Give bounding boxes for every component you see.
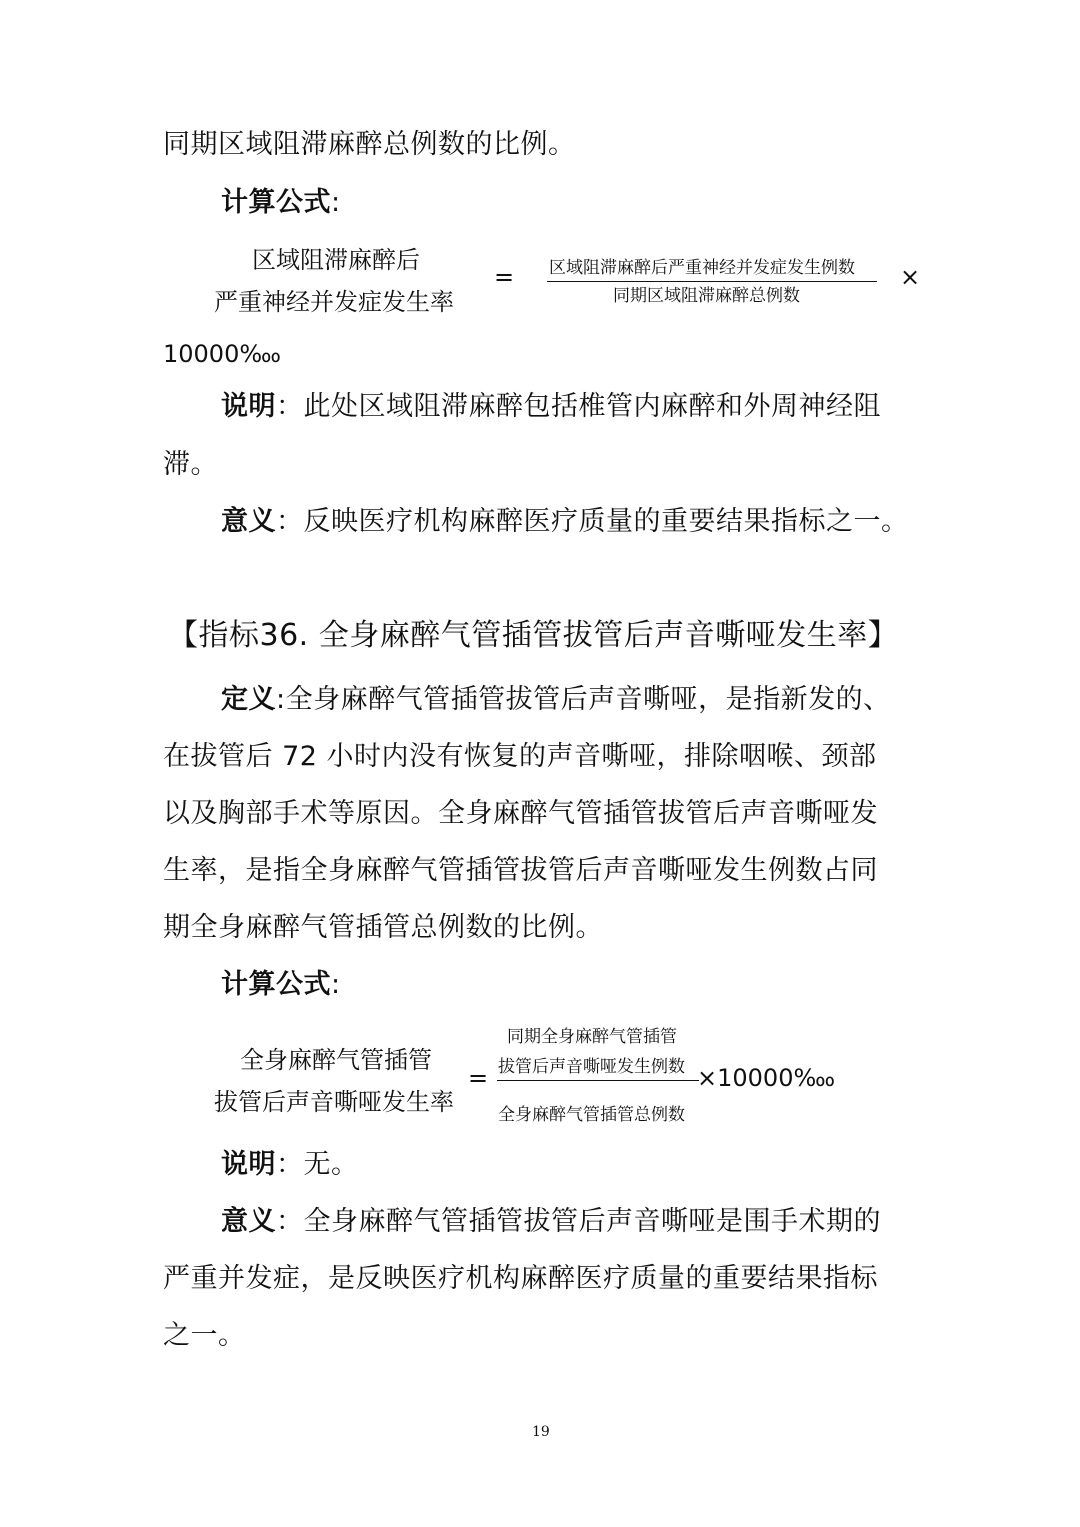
fraction-bar-2 (497, 1080, 699, 1081)
definition-line-1 (221, 684, 891, 716)
formula2-factor: ×10000‱ (697, 1064, 836, 1092)
meaning2-line-1 (221, 1206, 881, 1238)
colon: : (331, 187, 341, 218)
note2-text: 无。 (303, 1149, 359, 1180)
note2-label: 说明 (221, 1149, 276, 1180)
indicator-heading: 【指标36. 全身麻醉气管插管拔管后声音嘶哑发生率】 (168, 618, 899, 653)
note-text: 此处区域阻滞麻醉包括椎管内麻醉和外周神经阻 (303, 391, 881, 422)
fraction-bar (547, 281, 877, 282)
formula-numerator: 区域阻滞麻醉后严重神经并发症发生例数 (549, 258, 855, 278)
definition-line-4: 生率，是指全身麻醉气管插管拔管后声音嘶哑发生例数占同 (163, 855, 878, 886)
paragraph-tail: 同期区域阻滞麻醉总例数的比例。 (163, 129, 576, 160)
definition-colon: : (276, 684, 286, 715)
note2-line (221, 1149, 359, 1181)
definition-line-5: 期全身麻醉气管插管总例数的比例。 (163, 912, 603, 943)
note-line-2: 滞。 (163, 449, 218, 480)
meaning2-label: 意义 (221, 1206, 276, 1237)
definition-label: 定义 (221, 684, 276, 715)
meaning2-line-2: 严重并发症，是反映医疗机构麻醉医疗质量的重要结果指标 (163, 1263, 878, 1294)
note2-colon: ： (276, 1149, 304, 1180)
definition-text: 全身麻醉气管插管拔管后声音嘶哑，是指新发的、 (285, 684, 891, 715)
formula-lhs-line1: 区域阻滞麻醉后 (252, 246, 420, 274)
formula-heading (221, 187, 341, 219)
formula-factor: 10000‱ (163, 340, 281, 368)
formula2-numerator-line2: 拔管后声音嘶哑发生例数 (498, 1057, 685, 1077)
formula-label-2: 计算公式 (221, 969, 331, 1000)
definition-line-3: 以及胸部手术等原因。全身麻醉气管插管拔管后声音嘶哑发 (163, 798, 878, 829)
formula-denominator: 同期区域阻滞麻醉总例数 (613, 286, 800, 306)
meaning-colon: ： (276, 506, 304, 537)
definition-line-2: 在拔管后 72 小时内没有恢复的声音嘶哑，排除咽喉、颈部 (163, 741, 877, 772)
formula2-numerator-line1: 同期全身麻醉气管插管 (507, 1027, 677, 1047)
formula-lhs-line2: 严重神经并发症发生率 (214, 288, 454, 316)
formula-label: 计算公式 (221, 187, 331, 218)
times-sign: × (900, 263, 921, 291)
equals-sign: = (494, 263, 515, 291)
colon-2: : (331, 969, 341, 1000)
note-label: 说明 (221, 391, 276, 422)
page-number: 19 (532, 1424, 550, 1440)
formula2-denominator: 全身麻醉气管插管总例数 (498, 1105, 685, 1125)
note-line-1 (221, 391, 881, 423)
meaning-label: 意义 (221, 506, 276, 537)
meaning2-text: 全身麻醉气管插管拔管后声音嘶哑是围手术期的 (303, 1206, 881, 1237)
meaning-line (221, 506, 909, 538)
meaning2-colon: ： (276, 1206, 304, 1237)
formula-heading-2 (221, 969, 341, 1001)
formula2-lhs-line2: 拔管后声音嘶哑发生率 (214, 1088, 454, 1116)
formula2-lhs-line1: 全身麻醉气管插管 (240, 1046, 432, 1074)
meaning2-line-3: 之一。 (163, 1320, 246, 1351)
note-colon: ： (276, 391, 304, 422)
meaning-text: 反映医疗机构麻醉医疗质量的重要结果指标之一。 (303, 506, 909, 537)
equals-sign-2: = (468, 1064, 489, 1092)
